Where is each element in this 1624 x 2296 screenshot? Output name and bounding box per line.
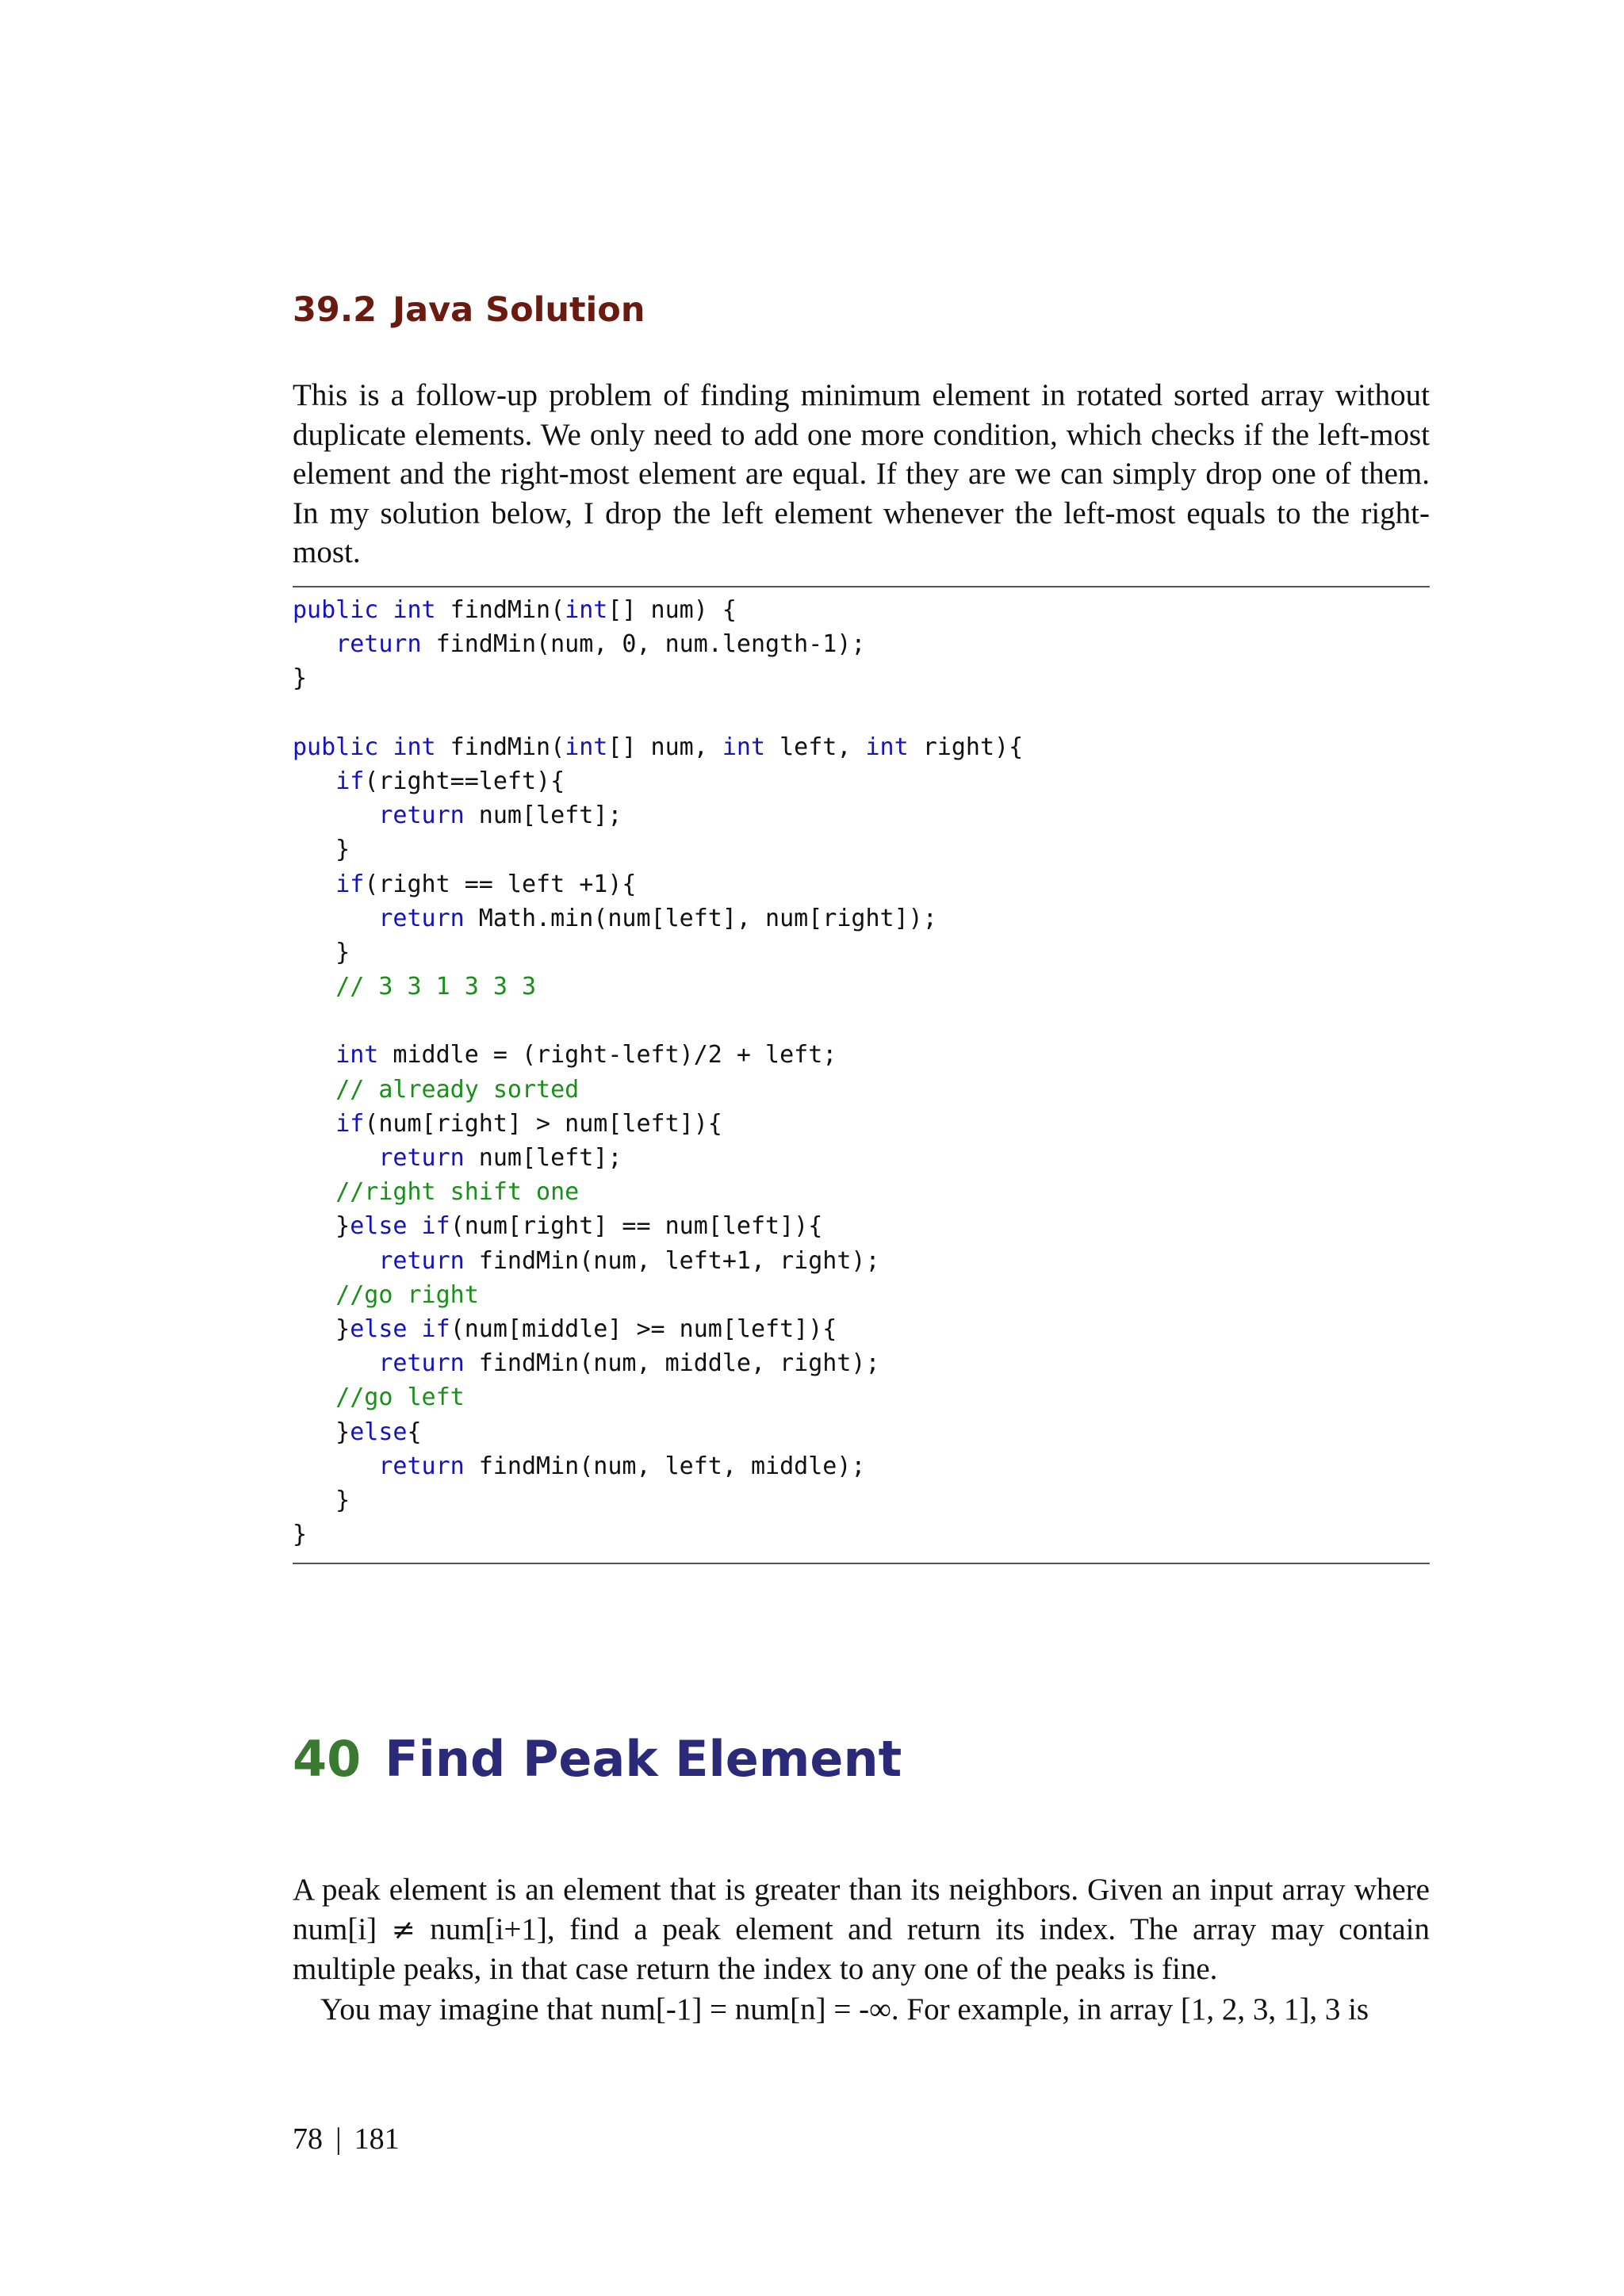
code-text bbox=[293, 973, 335, 1001]
paragraph-intro: This is a follow-up problem of finding minimum element in rotated sorted array without duplicate elements. We only need to add one more condition, which checks if the left-most element and the right-most element are equal. If they are we can simply drop one of them. In my solution below, I drop the left element whenever the left-most equals to the right-most. bbox=[293, 378, 1430, 569]
code-line bbox=[293, 1038, 1023, 1072]
code-keyword: int bbox=[565, 596, 608, 624]
total-pages: 181 bbox=[354, 2122, 400, 2156]
code-keyword: int bbox=[565, 733, 608, 761]
code-line bbox=[293, 1517, 1023, 1552]
code-text bbox=[378, 733, 393, 761]
code-comment: // 3 3 1 3 3 3 bbox=[335, 973, 537, 1001]
code-text: num[left]; bbox=[464, 1144, 622, 1172]
code-text: left, bbox=[765, 733, 866, 761]
code-keyword: int bbox=[722, 733, 766, 761]
code-keyword: public bbox=[293, 596, 379, 624]
code-text: } bbox=[293, 1486, 350, 1514]
code-text bbox=[293, 1383, 335, 1411]
code-line bbox=[293, 970, 1023, 1004]
code-keyword: return bbox=[378, 1452, 465, 1480]
code-keyword: int bbox=[393, 733, 436, 761]
code-text: } bbox=[293, 836, 350, 864]
code-text bbox=[293, 905, 378, 932]
code-text: findMin( bbox=[435, 733, 565, 761]
code-keyword: public bbox=[293, 733, 379, 761]
chapter-heading bbox=[293, 1730, 902, 1788]
code-line bbox=[293, 1312, 1023, 1346]
code-text bbox=[293, 1247, 378, 1275]
code-text: } bbox=[293, 1418, 350, 1446]
section-heading bbox=[293, 290, 645, 330]
code-line bbox=[293, 1107, 1023, 1141]
code-comment: //go right bbox=[335, 1280, 479, 1309]
code-text: num[left]; bbox=[464, 802, 622, 830]
code-keyword: return bbox=[378, 1144, 465, 1172]
code-text: (right == left +1){ bbox=[364, 870, 637, 898]
code-line bbox=[293, 1483, 1023, 1517]
code-line bbox=[293, 1278, 1023, 1312]
code-text bbox=[293, 1144, 378, 1172]
code-text: findMin(num, 0, num.length-1); bbox=[421, 630, 866, 659]
code-keyword: return bbox=[378, 904, 465, 932]
code-text: findMin(num, left+1, right); bbox=[464, 1246, 880, 1275]
code-text: findMin(num, middle, right); bbox=[464, 1349, 880, 1378]
chapter-title: Find Peak Element bbox=[385, 1730, 902, 1788]
code-text: findMin( bbox=[435, 596, 565, 624]
code-line bbox=[293, 867, 1023, 901]
code-keyword: if bbox=[335, 1109, 365, 1138]
code-line bbox=[293, 1415, 1023, 1449]
code-text: Math.min(num[left], num[right]); bbox=[464, 904, 937, 932]
code-line bbox=[293, 1244, 1023, 1278]
footer-separator: | bbox=[335, 2122, 342, 2156]
code-text: (num[middle] >= num[left]){ bbox=[450, 1314, 837, 1343]
code-line bbox=[293, 696, 1023, 730]
code-text bbox=[293, 1349, 378, 1377]
code-rule-bottom bbox=[293, 1563, 1430, 1564]
code-keyword: int bbox=[335, 1041, 379, 1070]
code-text bbox=[293, 871, 335, 898]
code-text: right){ bbox=[908, 733, 1024, 761]
code-keyword: return bbox=[378, 1349, 465, 1378]
code-text: middle = (right-left)/2 + left; bbox=[378, 1041, 837, 1070]
code-line bbox=[293, 1073, 1023, 1107]
code-line bbox=[293, 593, 1023, 627]
code-line bbox=[293, 661, 1023, 695]
code-text: } bbox=[293, 1521, 308, 1549]
paragraph-definition-part2: num[i+1], find a peak element and return its index. The array may contain multiple peaks, in that case return the index to any one of the peaks is fine. bbox=[293, 1911, 1430, 1986]
code-line bbox=[293, 1346, 1023, 1380]
code-line bbox=[293, 1380, 1023, 1414]
code-comment: //right shift one bbox=[335, 1178, 580, 1207]
paragraph-definition bbox=[293, 1870, 1430, 1989]
section-number: 39.2 bbox=[293, 290, 377, 330]
code-line bbox=[293, 1209, 1023, 1243]
code-text bbox=[293, 1178, 335, 1206]
code-text bbox=[293, 630, 335, 658]
code-text: { bbox=[407, 1418, 422, 1446]
code-line bbox=[293, 832, 1023, 867]
code-text: } bbox=[293, 938, 350, 966]
code-text: (num[right] > num[left]){ bbox=[364, 1109, 722, 1138]
code-line bbox=[293, 901, 1023, 936]
code-line bbox=[293, 936, 1023, 970]
code-line bbox=[293, 1449, 1023, 1483]
not-equal-symbol: ≠ bbox=[391, 1913, 416, 1946]
code-text bbox=[293, 802, 378, 829]
page-number: 78 bbox=[293, 2122, 323, 2156]
code-line bbox=[293, 1141, 1023, 1175]
code-text: } bbox=[293, 1314, 350, 1343]
code-text: [] num, bbox=[607, 733, 722, 761]
code-comment: // already sorted bbox=[335, 1075, 580, 1104]
code-rule-top bbox=[293, 586, 1430, 587]
code-text bbox=[293, 1041, 335, 1069]
code-text bbox=[293, 1281, 335, 1309]
code-line bbox=[293, 798, 1023, 832]
code-comment: //go left bbox=[335, 1383, 465, 1412]
code-line bbox=[293, 627, 1023, 661]
code-keyword: if bbox=[335, 767, 365, 795]
code-keyword: else if bbox=[350, 1314, 450, 1343]
paragraph-example: You may imagine that num[-1] = num[n] = -∞. For example, in array [1, 2, 3, 1], 3 is bbox=[320, 1992, 1369, 2026]
code-text: findMin(num, left, middle); bbox=[464, 1452, 866, 1480]
code-text bbox=[293, 1452, 378, 1480]
code-line bbox=[293, 764, 1023, 798]
code-keyword: int bbox=[865, 733, 909, 761]
chapter-number: 40 bbox=[293, 1730, 362, 1788]
code-text: } bbox=[293, 1212, 350, 1241]
code-text: [] num) { bbox=[607, 596, 737, 624]
paragraph-definition-part1: A peak element is an element that is greater than its neighbors. Given an input array where num[i] bbox=[293, 1873, 1430, 1946]
code-text: (num[right] == num[left]){ bbox=[450, 1212, 823, 1241]
code-line bbox=[293, 730, 1023, 764]
code-line bbox=[293, 1004, 1023, 1038]
code-text: (right==left){ bbox=[364, 767, 565, 795]
code-keyword: return bbox=[378, 1246, 465, 1275]
code-text bbox=[293, 1076, 335, 1104]
code-text bbox=[293, 767, 335, 795]
code-keyword: return bbox=[335, 630, 422, 659]
code-text bbox=[293, 1110, 335, 1138]
section-title: Java Solution bbox=[393, 290, 645, 330]
code-block bbox=[293, 593, 1023, 1552]
code-keyword: else bbox=[350, 1418, 408, 1446]
code-text bbox=[378, 596, 393, 624]
code-text: } bbox=[293, 664, 308, 693]
code-keyword: if bbox=[335, 870, 365, 898]
code-keyword: return bbox=[378, 802, 465, 830]
code-keyword: int bbox=[393, 596, 436, 624]
page-footer bbox=[293, 2122, 400, 2156]
code-line bbox=[293, 1175, 1023, 1209]
code-keyword: else if bbox=[350, 1212, 450, 1241]
